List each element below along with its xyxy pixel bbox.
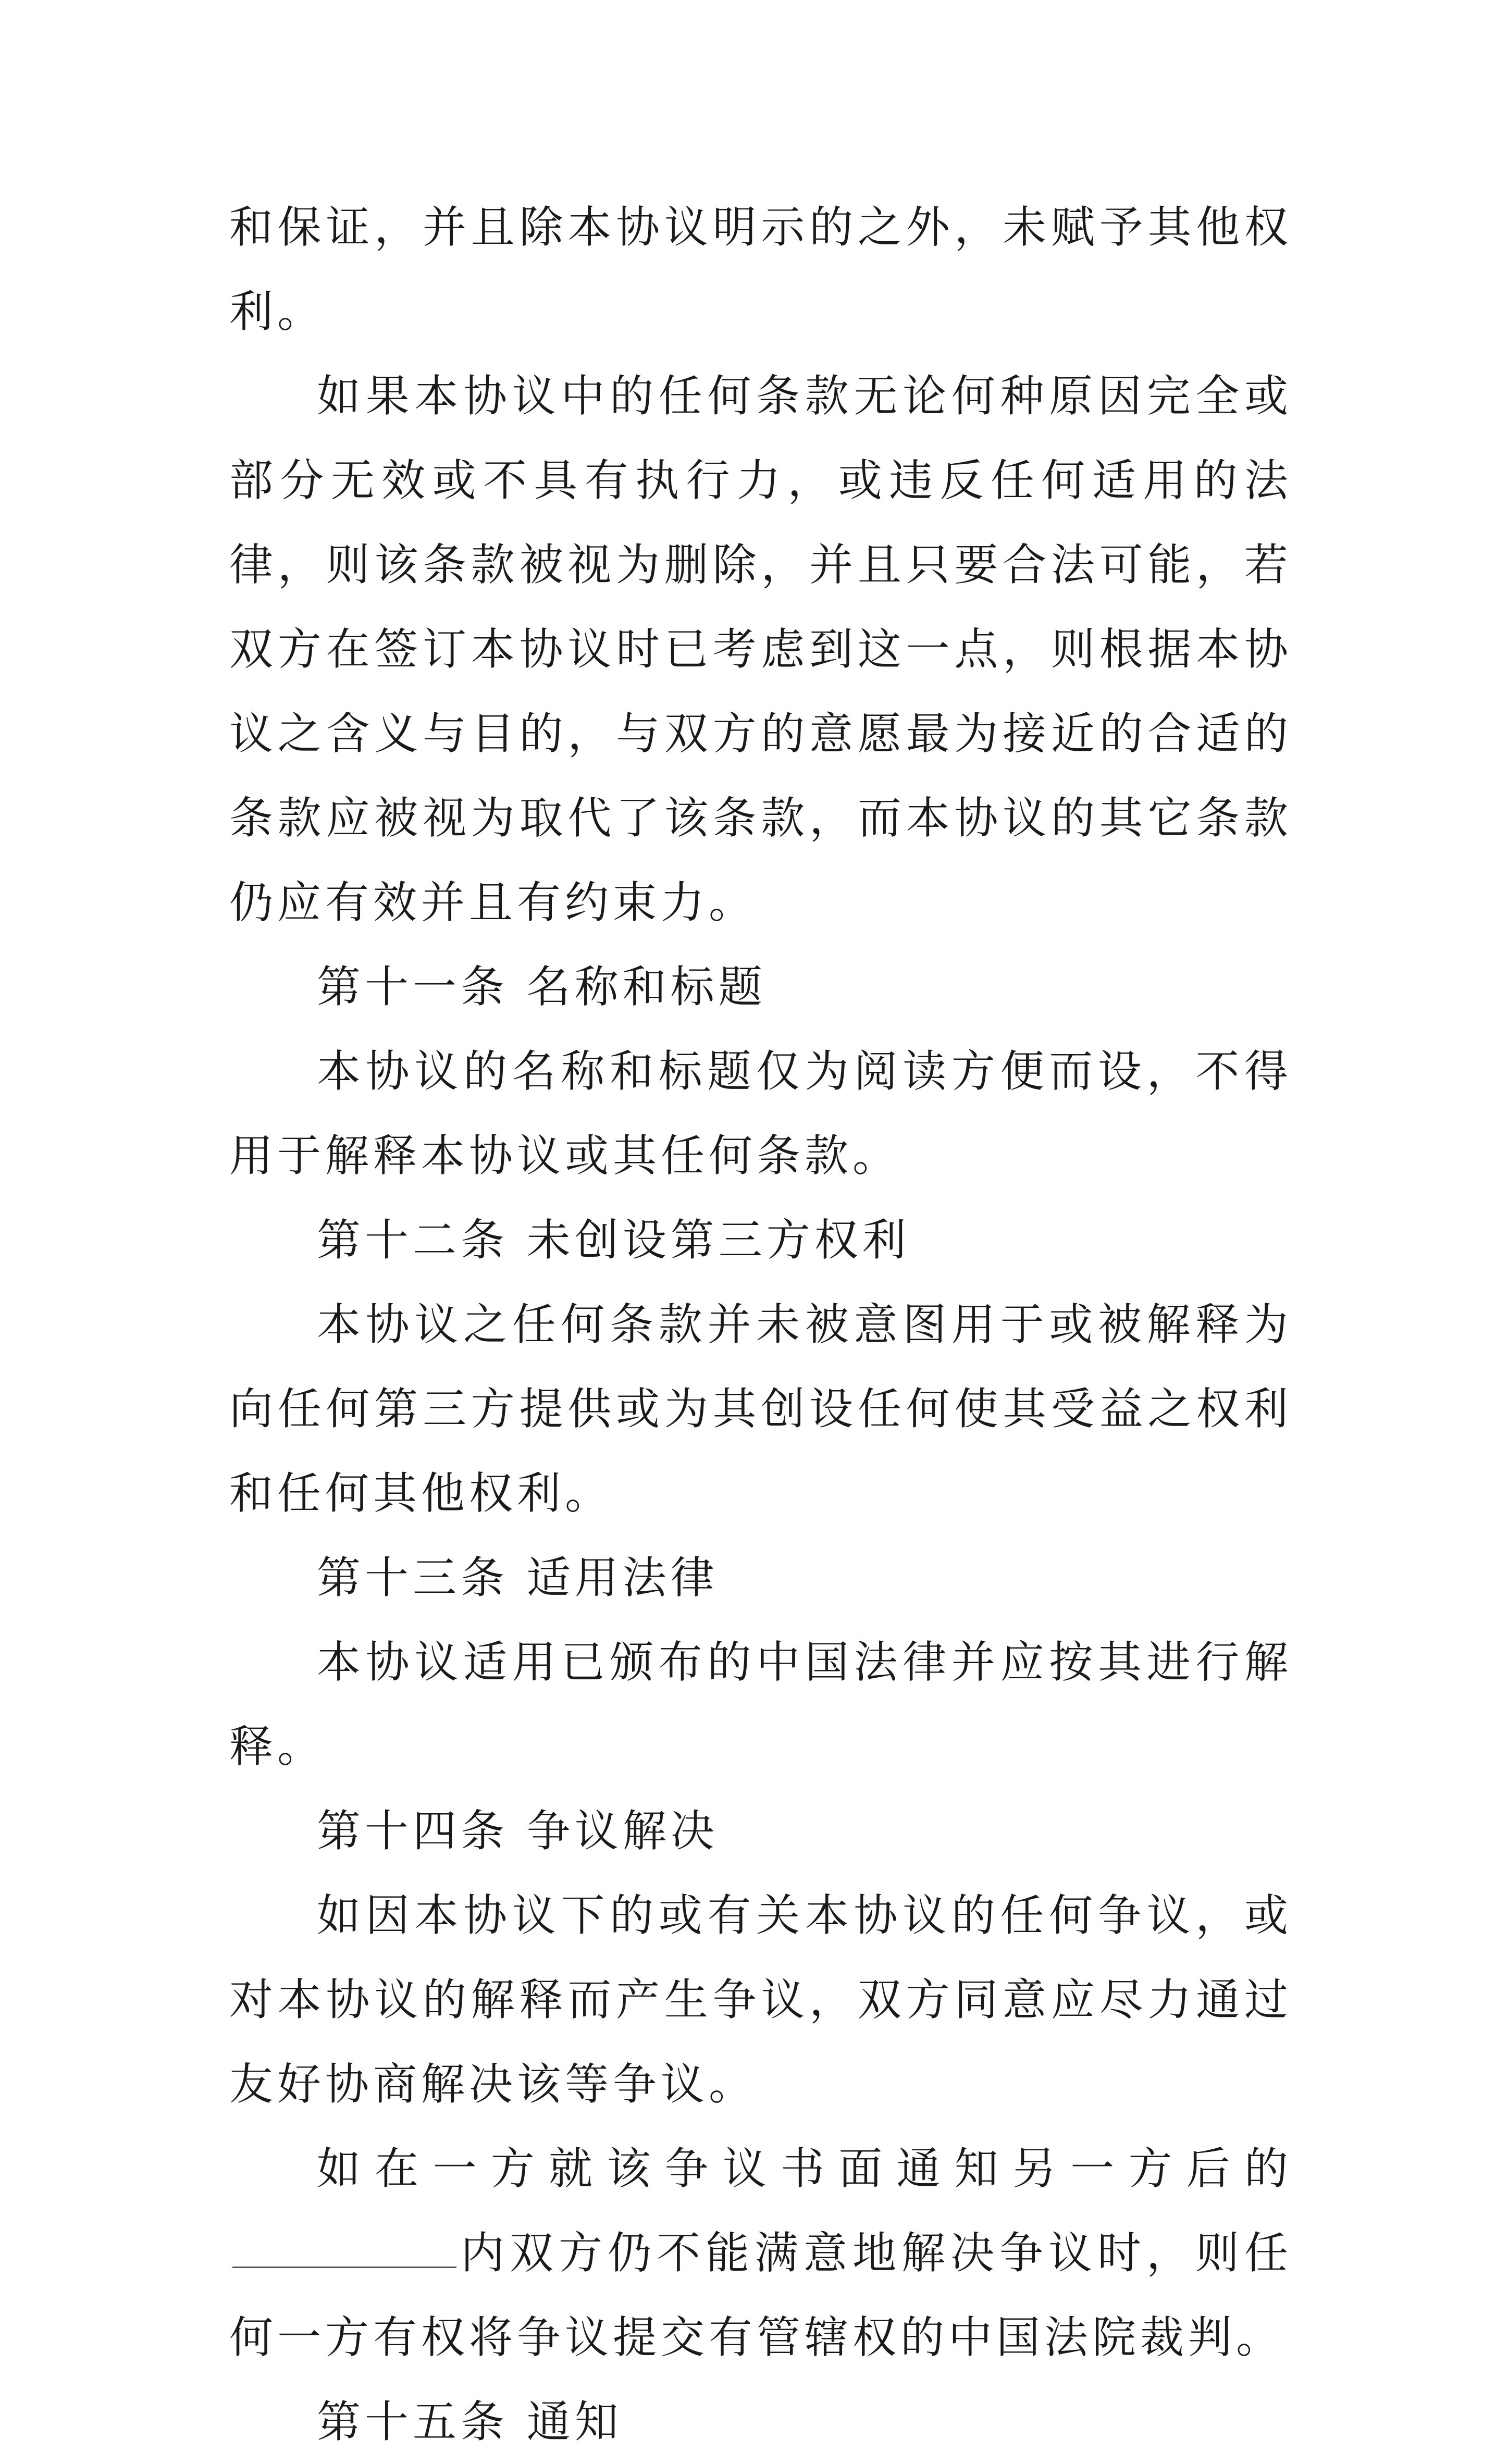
article-15-heading: 第十五条 通知 [317, 2396, 623, 2447]
article-13-heading: 第十三条 适用法律 [317, 1552, 719, 1603]
article-14-heading: 第十四条 争议解决 [317, 1805, 719, 1856]
article-12-body: 本协议之任何条款并未被意图用于或被解释为向任何第三方提供或为其创设任何使其受益之权利和任何其他权利。 [229, 1299, 1292, 1519]
article-14-body-2-before: 如在一方就该争议书面通知另一方后的 [317, 2143, 1292, 2194]
article-12-heading: 第十二条 未创设第三方权利 [317, 1215, 910, 1266]
article-11-body: 本协议的名称和标题仅为阅读方便而设，不得用于解释本协议或其任何条款。 [229, 1046, 1292, 1181]
article-14-body-1: 如因本协议下的或有关本协议的任何争议，或对本协议的解释而产生争议，双方同意应尽力通过友好协商解决该等争议。 [229, 1890, 1292, 2110]
paragraph-severability: 如果本协议中的任何条款无论何种原因完全或部分无效或不具有执行力，或违反任何适用的法律，则该条款被视为删除，并且只要合法可能，若双方在签订本协议时已考虑到这一点，则根据本协议之含义与目的，与双方的意愿最为接近的合适的条款应被视为取代了该条款，而本协议的其它条款仍应有效并且有约束力。 [229, 370, 1292, 928]
fill-in-blank [232, 2264, 456, 2268]
document-body [229, 185, 1292, 2464]
article-11-heading: 第十一条 名称和标题 [317, 961, 767, 1012]
paragraph-continued: 和保证，并且除本协议明示的之外，未赋予其他权利。 [229, 202, 1292, 337]
article-14-body-2 [229, 2126, 1292, 2380]
article-13-body: 本协议适用已颁布的中国法律并应按其进行解释。 [229, 1637, 1292, 1772]
article-14-body-2-after: 内双方仍不能满意地解决争议时，则任何一方有权将争议提交有管辖权的中国法院裁判。 [229, 2227, 1292, 2363]
